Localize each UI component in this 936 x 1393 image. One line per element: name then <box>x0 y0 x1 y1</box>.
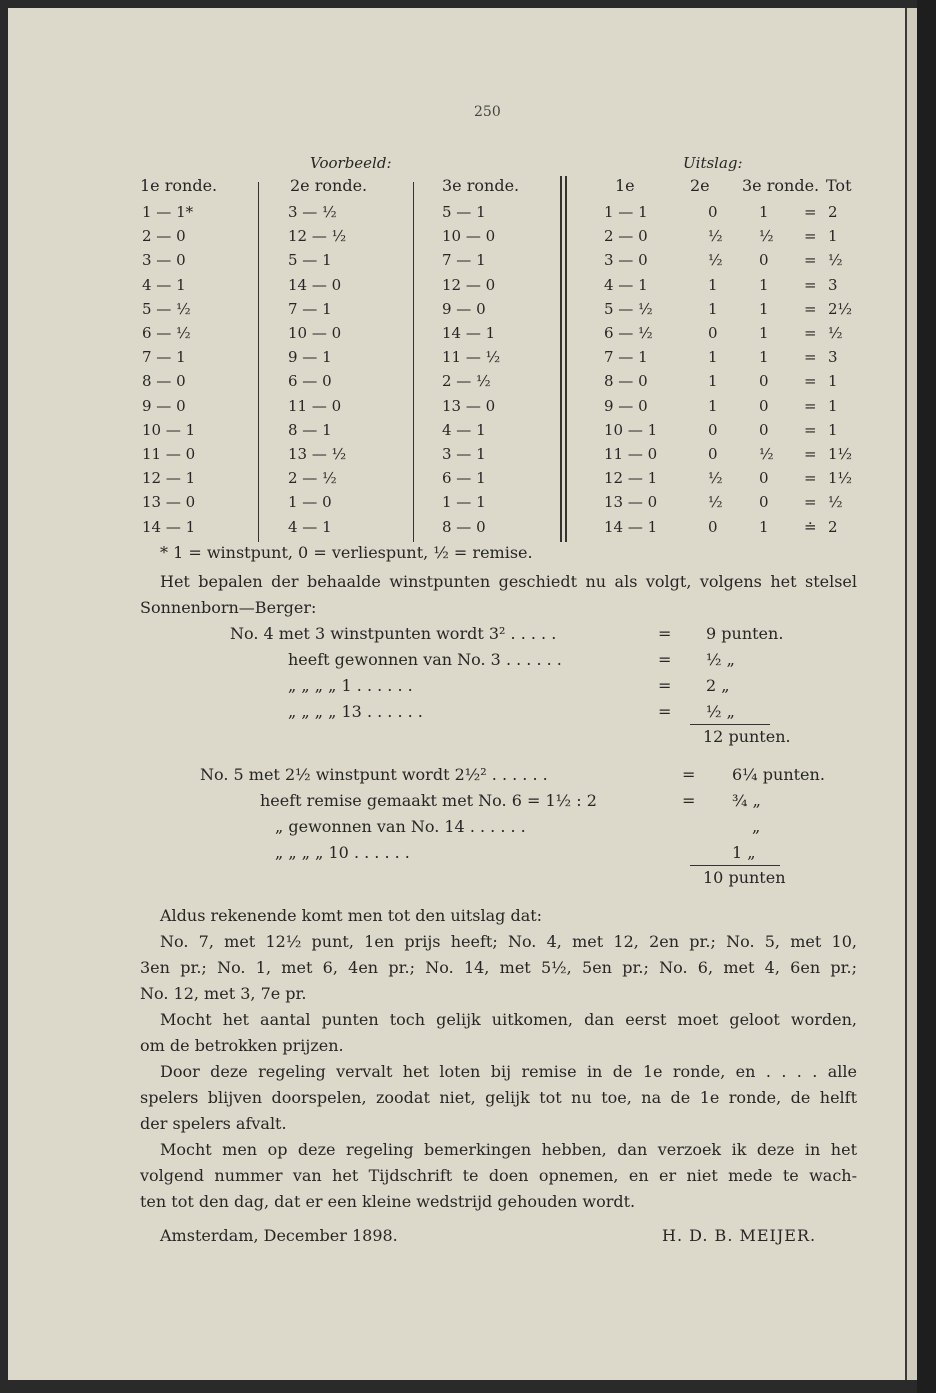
intro-line-2: Sonnenborn—Berger: <box>140 598 317 617</box>
total-cell: 1½ <box>828 469 853 488</box>
sum-rule <box>690 724 770 725</box>
result-2-header: 2e <box>690 176 710 195</box>
equals-sign: ≐ <box>804 517 817 536</box>
round-1-cell: 4 — 1 <box>142 275 186 294</box>
calc2-val-3: „ <box>752 817 761 836</box>
result-label: Uitslag: <box>683 154 743 172</box>
calc1-eq-4: = <box>658 702 672 721</box>
example-label: Voorbeeld: <box>310 154 392 172</box>
result-2-cell: 0 <box>708 517 718 536</box>
calc2-line-2: heeft remise gemaakt met No. 6 = 1½ : 2 <box>260 791 597 810</box>
signature: H. D. B. MEIJER. <box>662 1226 817 1245</box>
equals-sign: = <box>804 324 817 342</box>
round-3-cell: 12 — 0 <box>442 275 496 294</box>
round-3-cell: 4 — 1 <box>442 420 486 439</box>
result-3-cell: ½ <box>759 445 774 463</box>
round-1-cell: 3 — 0 <box>142 251 186 270</box>
result-2-cell: ½ <box>708 469 723 488</box>
result-1-cell: 12 — 1 <box>604 469 658 488</box>
calc2-val-4: 1 „ <box>732 843 756 862</box>
round-1-cell: 9 — 0 <box>142 396 186 415</box>
calc1-val-1: 9 punten. <box>706 624 784 643</box>
result-3-cell: 0 <box>759 372 769 391</box>
equals-sign: = <box>804 348 817 367</box>
paragraph-1: Aldus rekenende komt men tot den uitslag dat: <box>160 906 543 925</box>
equals-sign: = <box>804 420 817 439</box>
calc2-line-3: „ gewonnen van No. 14 . . . . . . <box>275 817 526 836</box>
table-row <box>140 445 880 467</box>
result-1-cell: 4 — 1 <box>604 275 648 294</box>
result-2-cell: 1 <box>708 372 718 391</box>
paragraph-4-line-2: spelers blijven doorspelen, zoodat niet, gelijk tot nu toe, na de 1e ronde, de helft <box>140 1088 857 1107</box>
round-2-cell: 10 — 0 <box>288 324 342 342</box>
round-2-cell: 9 — 1 <box>288 348 332 367</box>
round-3-cell: 8 — 0 <box>442 517 486 536</box>
round-1-cell: 10 — 1 <box>142 420 196 439</box>
table-row <box>140 324 880 346</box>
result-1-cell: 8 — 0 <box>604 372 648 391</box>
round-3-cell: 13 — 0 <box>442 396 496 415</box>
total-cell: 1 <box>828 227 838 246</box>
round-3-cell: 5 — 1 <box>442 203 486 221</box>
equals-sign: = <box>804 445 817 463</box>
result-2-cell: 0 <box>708 445 718 463</box>
round-2-cell: 14 — 0 <box>288 275 342 294</box>
total-cell: 1 <box>828 396 838 415</box>
total-cell: 2 <box>828 203 838 221</box>
result-1-cell: 1 — 1 <box>604 203 648 221</box>
paragraph-2-line-1: No. 7, met 12½ punt, 1en prijs heeft; No. 4, met 12, 2en pr.; No. 5, met 10, <box>160 932 857 951</box>
result-2-cell: 1 <box>708 299 718 318</box>
result-3-cell: 0 <box>759 396 769 415</box>
calc2-line-4: „ „ „ „ 10 . . . . . . <box>275 843 410 862</box>
round-1-cell: 8 — 0 <box>142 372 186 391</box>
calc1-eq-2: = <box>658 650 672 669</box>
result-3-cell: 0 <box>759 420 769 439</box>
result-3-cell: 1 <box>759 348 769 367</box>
equals-sign: = <box>804 396 817 415</box>
calc1-total: 12 punten. <box>703 727 791 746</box>
result-3-cell: 0 <box>759 251 769 270</box>
calc1-val-2: ½ „ <box>706 650 735 669</box>
equals-sign: = <box>804 372 817 391</box>
result-1-cell: 6 — ½ <box>604 324 653 342</box>
equals-sign: = <box>804 299 817 318</box>
calc1-eq-3: = <box>658 676 672 695</box>
result-3-cell: 0 <box>759 469 769 488</box>
result-1-cell: 10 — 1 <box>604 420 658 439</box>
calc1-line-3: „ „ „ „ 1 . . . . . . <box>288 676 413 695</box>
result-1-cell: 11 — 0 <box>604 445 658 463</box>
result-2-cell: 1 <box>708 348 718 367</box>
round-1-cell: 14 — 1 <box>142 517 196 536</box>
round-3-header: 3e ronde. <box>442 176 520 195</box>
total-cell: 3 <box>828 275 838 294</box>
round-2-cell: 1 — 0 <box>288 493 332 512</box>
round-3-cell: 1 — 1 <box>442 493 486 512</box>
table-row <box>140 300 880 322</box>
calc1-val-4: ½ „ <box>706 702 735 721</box>
calc1-val-3: 2 „ <box>706 676 730 695</box>
result-3-cell: 0 <box>759 493 769 512</box>
result-2-cell: ½ <box>708 227 723 246</box>
result-1-cell: 5 — ½ <box>604 299 653 318</box>
equals-sign: = <box>804 493 817 512</box>
result-1-cell: 7 — 1 <box>604 348 648 367</box>
round-1-cell: 1 — 1* <box>142 203 194 221</box>
round-1-header: 1e ronde. <box>140 176 218 195</box>
result-1-cell: 2 — 0 <box>604 227 648 246</box>
round-1-cell: 13 — 0 <box>142 493 196 512</box>
round-3-cell: 6 — 1 <box>442 469 486 488</box>
legend: * 1 = winstpunt, 0 = verliespunt, ½ = remise. <box>160 543 533 562</box>
round-1-cell: 5 — ½ <box>142 299 191 318</box>
round-2-cell: 2 — ½ <box>288 469 337 488</box>
round-2-cell: 5 — 1 <box>288 251 332 270</box>
calc1-eq-1: = <box>658 624 672 643</box>
table-row <box>140 203 880 225</box>
round-1-cell: 6 — ½ <box>142 324 191 342</box>
round-2-cell: 3 — ½ <box>288 203 337 221</box>
equals-sign: = <box>804 469 817 488</box>
total-cell: ½ <box>828 324 843 342</box>
sum-rule <box>690 865 780 866</box>
calc1-line-4: „ „ „ „ 13 . . . . . . <box>288 702 423 721</box>
calc2-val-2: ¾ „ <box>732 791 761 810</box>
result-2-cell: ½ <box>708 493 723 512</box>
round-1-cell: 12 — 1 <box>142 469 196 488</box>
result-3-cell: 1 <box>759 517 769 536</box>
table-row <box>140 251 880 273</box>
calc2-eq-2: = <box>682 791 696 810</box>
total-cell: ½ <box>828 493 843 512</box>
paragraph-5-line-1: Mocht men op deze regeling bemerkingen hebben, dan verzoek ik deze in het <box>160 1140 857 1159</box>
round-2-cell: 13 — ½ <box>288 445 347 463</box>
table-row <box>140 518 880 540</box>
total-cell: 2 <box>828 517 838 536</box>
result-1-cell: 9 — 0 <box>604 396 648 415</box>
result-3-cell: ½ <box>759 227 774 246</box>
round-3-cell: 3 — 1 <box>442 445 486 463</box>
table-row <box>140 227 880 249</box>
table-row <box>140 469 880 491</box>
paragraph-2-line-2: 3en pr.; No. 1, met 6, 4en pr.; No. 14, met 5½, 5en pr.; No. 6, met 4, 6en pr.; <box>140 958 857 977</box>
paragraph-4-line-3: der spelers afvalt. <box>140 1114 287 1133</box>
table-row <box>140 421 880 443</box>
intro-line-1: Het bepalen der behaalde winstpunten geschiedt nu als volgt, volgens het stelsel <box>160 572 857 591</box>
round-3-cell: 10 — 0 <box>442 227 496 246</box>
table-row <box>140 348 880 370</box>
round-1-cell: 11 — 0 <box>142 445 196 463</box>
total-cell: ½ <box>828 251 843 270</box>
table-row <box>140 493 880 515</box>
result-1-cell: 14 — 1 <box>604 517 658 536</box>
equals-sign: = <box>804 227 817 246</box>
round-3-cell: 14 — 1 <box>442 324 496 342</box>
round-1-cell: 7 — 1 <box>142 348 186 367</box>
result-total-header: Tot <box>826 176 852 195</box>
round-2-cell: 7 — 1 <box>288 299 332 318</box>
result-2-cell: ½ <box>708 251 723 270</box>
result-2-cell: 0 <box>708 203 718 221</box>
scan-border <box>917 0 936 1393</box>
paragraph-5-line-2: volgend nummer van het Tijdschrift te doen opnemen, en er niet mede te wach- <box>140 1166 857 1185</box>
total-cell: 1½ <box>828 445 853 463</box>
place-date: Amsterdam, December 1898. <box>160 1226 398 1245</box>
page-number: 250 <box>474 104 501 120</box>
result-3-cell: 1 <box>759 275 769 294</box>
result-2-cell: 1 <box>708 275 718 294</box>
table-row <box>140 397 880 419</box>
total-cell: 1 <box>828 372 838 391</box>
round-3-cell: 2 — ½ <box>442 372 491 391</box>
round-3-cell: 11 — ½ <box>442 348 501 367</box>
total-cell: 1 <box>828 420 838 439</box>
paragraph-4-line-1: Door deze regeling vervalt het loten bij remise in de 1e ronde, en . . . . alle <box>160 1062 857 1081</box>
result-3-cell: 1 <box>759 324 769 342</box>
round-2-cell: 11 — 0 <box>288 396 342 415</box>
result-3-cell: 1 <box>759 299 769 318</box>
round-3-cell: 7 — 1 <box>442 251 486 270</box>
result-2-cell: 0 <box>708 324 718 342</box>
equals-sign: = <box>804 275 817 294</box>
round-2-header: 2e ronde. <box>290 176 368 195</box>
result-3-cell: 1 <box>759 203 769 221</box>
round-2-cell: 8 — 1 <box>288 420 332 439</box>
round-1-cell: 2 — 0 <box>142 227 186 246</box>
result-2-cell: 1 <box>708 396 718 415</box>
calc2-line-1: No. 5 met 2½ winstpunt wordt 2½² . . . . . . <box>200 765 548 784</box>
table-row <box>140 372 880 394</box>
result-1-cell: 13 — 0 <box>604 493 658 512</box>
calc2-total: 10 punten <box>703 868 786 887</box>
round-2-cell: 4 — 1 <box>288 517 332 536</box>
total-cell: 3 <box>828 348 838 367</box>
total-cell: 2½ <box>828 299 853 318</box>
calc2-eq-1: = <box>682 765 696 784</box>
round-3-cell: 9 — 0 <box>442 299 486 318</box>
result-1-cell: 3 — 0 <box>604 251 648 270</box>
paragraph-3-line-2: om de betrokken prijzen. <box>140 1036 344 1055</box>
paragraph-3-line-1: Mocht het aantal punten toch gelijk uitkomen, dan eerst moet geloot worden, <box>160 1010 857 1029</box>
calc2-val-1: 6¼ punten. <box>732 765 825 784</box>
equals-sign: = <box>804 251 817 270</box>
calc1-line-2: heeft gewonnen van No. 3 . . . . . . <box>288 650 562 669</box>
paragraph-5-line-3: ten tot den dag, dat er een kleine wedstrijd gehouden wordt. <box>140 1192 636 1211</box>
result-3-header: 3e ronde. <box>742 176 820 195</box>
round-2-cell: 12 — ½ <box>288 227 347 246</box>
paragraph-2-line-3: No. 12, met 3, 7e pr. <box>140 984 307 1003</box>
round-2-cell: 6 — 0 <box>288 372 332 391</box>
result-1-header: 1e <box>615 176 635 195</box>
calc1-line-1: No. 4 met 3 winstpunten wordt 3² . . . . . <box>230 624 557 643</box>
equals-sign: = <box>804 203 817 221</box>
table-row <box>140 276 880 298</box>
result-2-cell: 0 <box>708 420 718 439</box>
